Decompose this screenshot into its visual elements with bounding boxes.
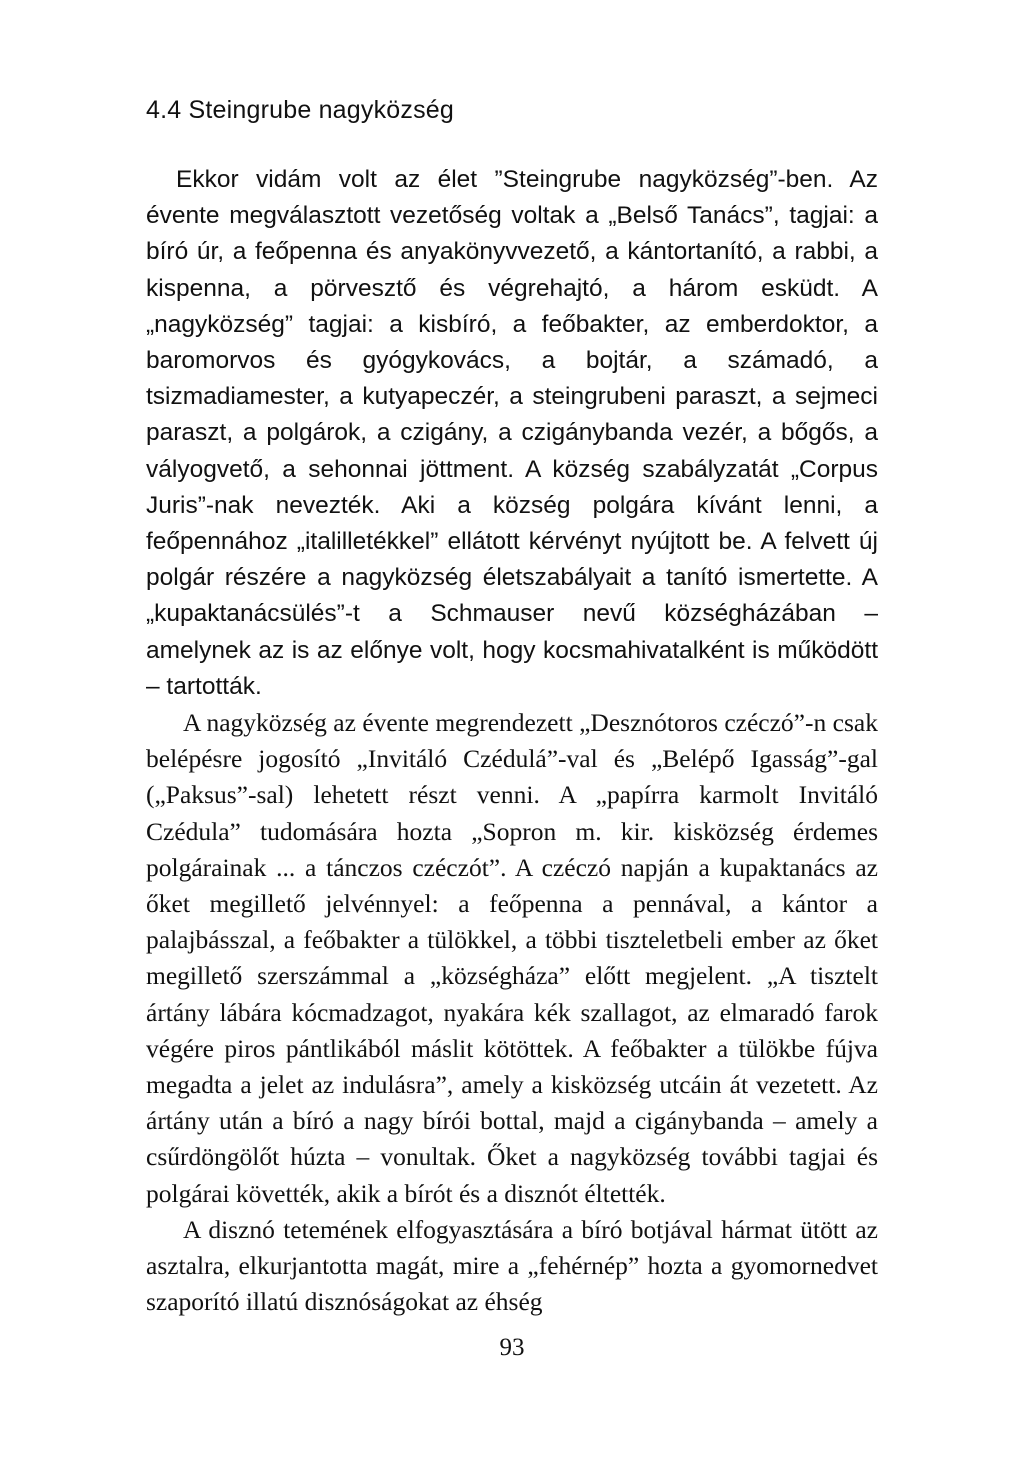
paragraph-2: A nagyközség az évente megrendezett „Desznótoros czéczó”-n csak belépésre jogosító „Invitáló Czédulá”-val és „Belépő Igasság”-gal („Paksus”-sal) lehetett részt venni. A „papírra karmolt Invitáló Czédula” tudomására hozta „Sopron m. kir. kisközség érdemes polgárainak ... a tánczos czéczót”. A czéczó napján a kupaktanács az őket megillető jelvénnyel: a feőpenna a pennával, a kántor a palajbásszal, a feőbakter a tülökkel, a többi tiszteletbeli ember az őket megillető szerszámmal a „községháza” előtt megjelent. „A tisztelt ártány lábára kócmadzagot, nyakára kék szallagot, az elmaradó farok végére piros pántlikából máslit kötöttek. A feőbakter a tülökbe fújva megadta a jelet az indulásra”, amely a kisközség utcáin át vezetett. Az ártány után a bíró a nagy bírói bottal, majd a cigánybanda – amely a csűrdöngölőt húzta – vonultak. Őket a nagyközség további tagjai és polgárai követték, akik a bírót és a disznót éltették. xyxy=(146,708,878,1208)
paragraph-3: A disznó tetemének elfogyasztására a bíró botjával hármat ütött az asztalra, elkurjantotta magát, mire a „fehérnép” hozta a gyomornedvet szaporító illatú disznóságokat az éhség xyxy=(146,1214,878,1317)
section-heading: 4.4 Steingrube nagyközség xyxy=(146,96,454,124)
paragraph-1: Ekkor vidám volt az élet ”Steingrube nagyközség”-ben. Az évente megválasztott vezetőség voltak a „Belső Tanács”, tagjai: a bíró úr, a feőpenna és anyakönyvvezető, a kántortanító, a rabbi, a kispenna, a pörvesztő és végrehajtó, a három esküdt. A „nagyközség” tagjai: a kisbíró, a feőbakter, az emberdoktor, a baromorvos és gyógykovács, a bojtár, a számadó, a tsizmadiamester, a kutyapeczér, a steingrubeni paraszt, a sejmeci paraszt, a polgárok, a czigány, a czigánybanda vezér, a bőgős, a vályogvető, a sehonnai jöttment. A község szabályzatát „Corpus Juris”-nak nevezték. Aki a község polgára kívánt lenni, a feőpennához „italilletékkel” ellátott kérvényt nyújtott be. A felvett új polgár részére a nagyközség életszabályait a tanító ismertette. A „kupaktanácsülés”-t a Schmauser nevű községházában – amelynek az is az előnye volt, hogy kocsmahivatalként is működött – tartották. xyxy=(146,166,878,700)
page-number: 93 xyxy=(499,1334,525,1361)
body-text xyxy=(146,162,878,1321)
